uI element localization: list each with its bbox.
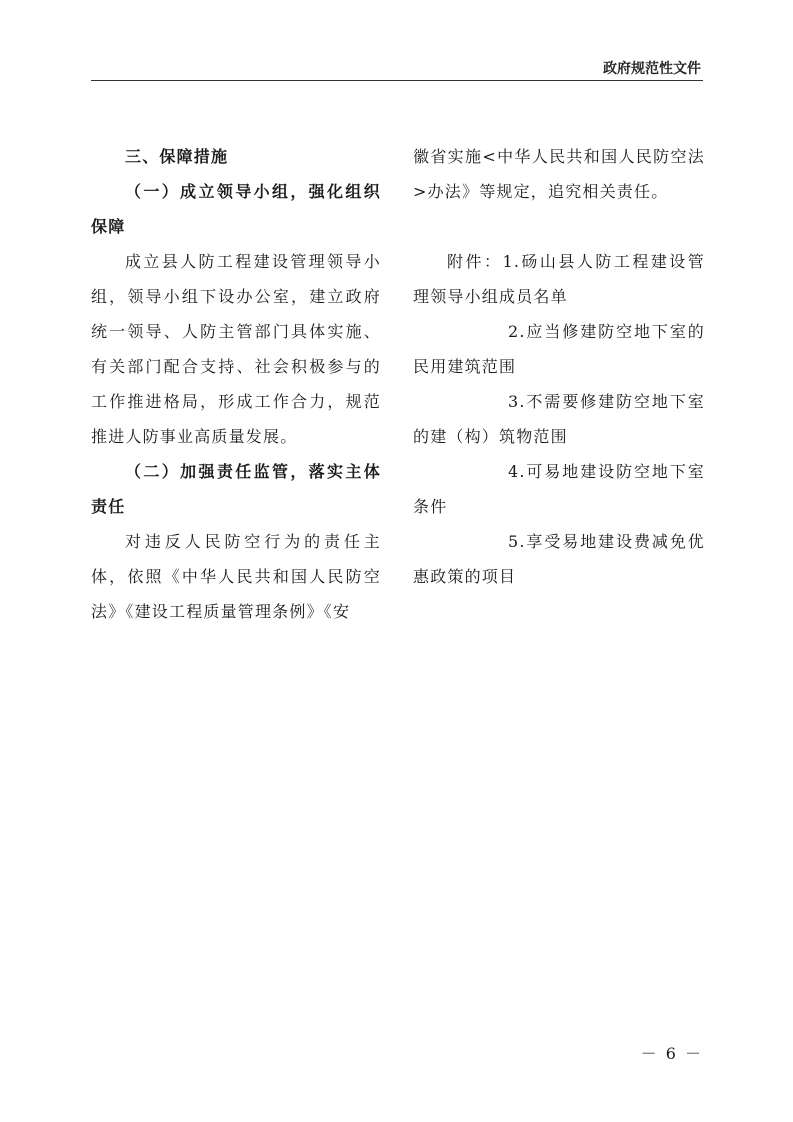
- section-heading: 三、保障措施: [125, 147, 229, 166]
- document-type-label: 政府规范性文件: [603, 61, 701, 77]
- right-column: [413, 139, 705, 594]
- attachment-item-3: 3.不需要修建防空地下室的建（构）筑物范围: [413, 392, 705, 446]
- attachment-item-2: 2.应当修建防空地下室的民用建筑范围: [413, 322, 705, 376]
- subsection-1-body: 成立县人防工程建设管理领导小组，领导小组下设办公室，建立政府统一领导、人防主管部门具体实施、有关部门配合支持、社会积极参与的工作推进格局，形成工作合力，规范推进人防事业高质量发展。: [91, 252, 381, 446]
- subsection-2-body-part1: 对违反人民防空行为的责任主体，依照《中华人民共和国人民防空法》《建设工程质量管理条例》《安: [91, 532, 381, 621]
- subsection-2-heading: （二）加强责任监管，落实主体责任: [91, 462, 381, 516]
- header-divider: [91, 80, 703, 81]
- page-number: － 6 －: [640, 1044, 703, 1063]
- attachment-item-1: 附件：1.砀山县人防工程建设管理领导小组成员名单: [413, 252, 705, 306]
- spacer: [413, 209, 705, 244]
- subsection-1-heading: （一）成立领导小组，强化组织保障: [91, 182, 381, 236]
- left-column: [91, 139, 381, 629]
- attachment-item-4: 4.可易地建设防空地下室条件: [413, 462, 705, 516]
- subsection-2-body-part2: 徽省实施<中华人民共和国人民防空法>办法》等规定，追究相关责任。: [413, 147, 705, 201]
- attachment-item-5: 5.享受易地建设费减免优惠政策的项目: [413, 532, 705, 586]
